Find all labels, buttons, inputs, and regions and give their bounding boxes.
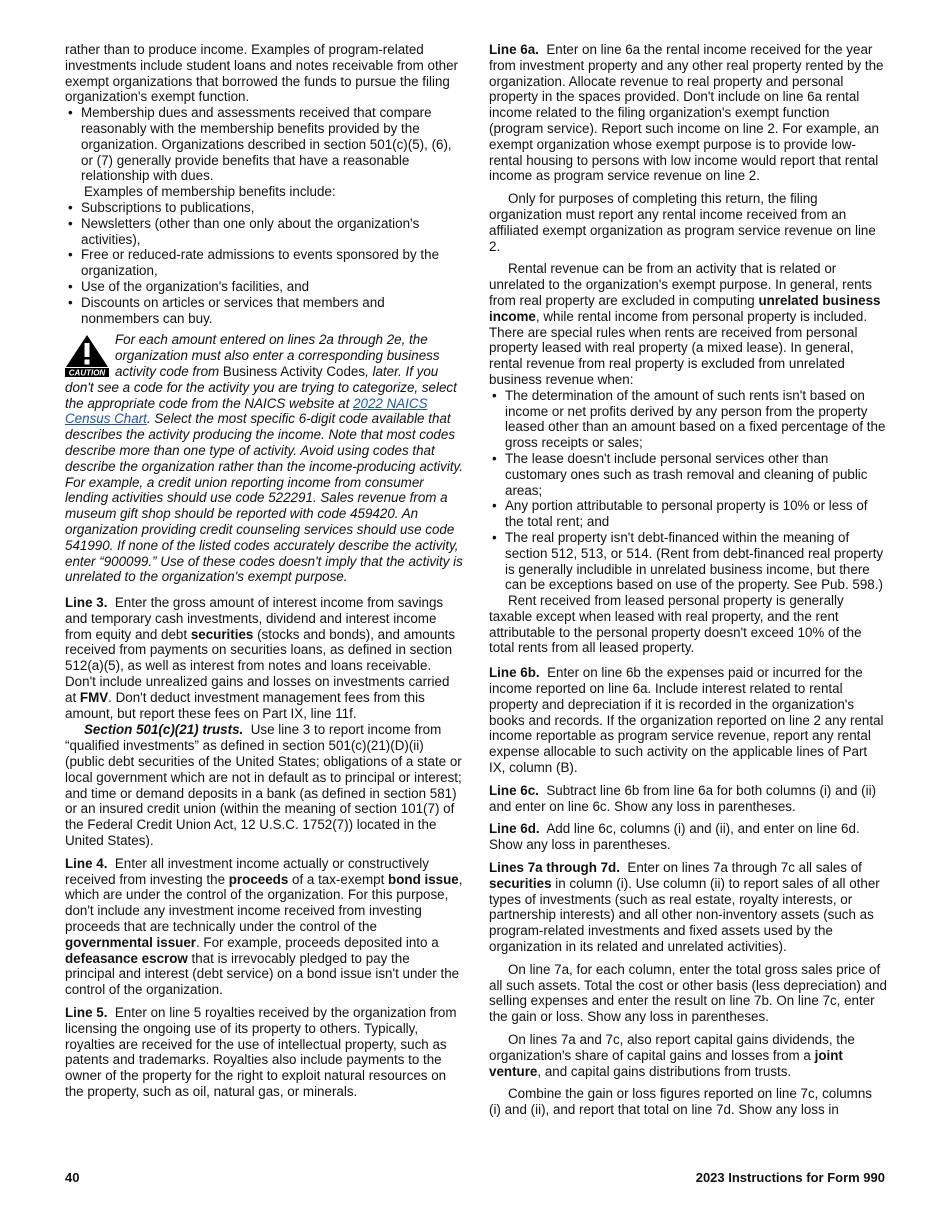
benefit-item: • Newsletters (other than one only about the organization's activities), [65, 216, 463, 248]
rental-revenue-bold: unrelated business income [489, 292, 881, 324]
line4-bold-2: bond issue [388, 871, 459, 887]
line3-text-1: Enter the gross amount of interest income from savings and temporary cash investments, dividend and interest income from equity and debt [65, 595, 444, 642]
line6b-text: Enter on line 6b the expenses paid or incurred for the income reported on line 6a. Include interest related to rental property and depreciation if it is recorded in the organization's books and records. If the organization reported on line 2 any rental income reportable as program service revenue, report any rental expense allocable to such activity on the applicable lines of Part IX, column (B). [489, 665, 884, 776]
line6a-paragraph [489, 42, 887, 184]
caution-text-4: . Select the most specific 6-digit code available that describes the activity producing the income. Note that most codes describe more than one type of activity. Avoid using codes that describe the organization rather than the income-producing activity. For example, a credit union reporting income from consumer lending activities should use code 522291. Sales revenue from a museum gift shop should be reported with code 459420. An organization providing credit counseling services should use code 541990. If none of the listed codes accurately describe the activity, enter “900099.” Use of these codes doesn't imply that the activity is unrelated to the organization's exempt purpose. [65, 411, 463, 585]
benefit-item: • Free or reduced-rate admissions to events sponsored by the organization, [65, 247, 463, 279]
caution-note [65, 332, 463, 585]
page-number: 40 [65, 1170, 80, 1185]
line5-heading: Line 5. [65, 1005, 108, 1021]
line6a-text: Enter on line 6a the rental income received for the year from investment property and any other real property rented by the organization. Allocate revenue to real property and personal property in the spaces provided. Don't include on line 6a rental income related to the filing organization's exempt function (program service). Report such income on line 2. For example, an exempt organization whose exempt purpose is to provide low-rental housing to persons with low income would report that rental income as program service revenue on line 2. [489, 42, 884, 184]
sec501-text: Use line 3 to report income from “qualified investments” as defined in section 501(c)(21)(D)(ii) (public debt securities of the United States; obligations of a state or local government which are not in default as to principal or interest; and time or demand deposits in a bank (as defined in section 581) or an insured credit union (within the meaning of section 101(7) of the Federal Credit Union Act, 12 U.S.C. 1752(7)) located in the United States). [65, 722, 462, 849]
on-lines-7a-7c-bold: joint venture [489, 1047, 843, 1079]
lines7-bold: securities [489, 875, 552, 891]
line4-bold-3: governmental issuer [65, 934, 196, 950]
naics-census-chart-link[interactable]: 2022 NAICS Census Chart [65, 395, 428, 427]
caution-text-2: Business Activity Codes [222, 363, 366, 379]
benefit-item: • Subscriptions to publications, [65, 200, 463, 216]
line6c-heading: Line 6c. [489, 782, 539, 798]
caution-text-1: For each amount entered on lines 2a through 2e, the organization must also enter a corresponding business activity code from [115, 332, 440, 379]
caution-icon-label: CAUTION [68, 368, 106, 378]
line6b-paragraph [489, 665, 887, 776]
rental-revenue-text-2: , while rental income from personal property is included. There are special rules when rents are received from personal property leased with real property (a mixed lease). In general, rental revenue from real property is excluded from unrelated business revenue when: [489, 308, 868, 387]
line4-text-1: Enter all investment income actually or constructively received from investing the [65, 855, 429, 887]
line4-bold-4: defeasance escrow [65, 950, 188, 966]
rental-bullet: • Any portion attributable to personal property is 10% or less of the total rent; and [489, 498, 887, 530]
caution-icon [65, 334, 109, 377]
line4-text-4: . For example, proceeds deposited into a [195, 934, 439, 950]
document-title: 2023 Instructions for Form 990 [695, 1170, 885, 1185]
line4-text-5: that is irrevocably pledged to pay the principal and interest (debt service) on a bond issue isn't under the control of the organization. [65, 950, 460, 998]
benefit-item: • Discounts on articles or services that members and nonmembers can buy. [65, 295, 463, 327]
rental-bullet: • The determination of the amount of such rents isn't based on income or net profits derived by any person from the property leased other than an amount based on a fixed percentage of the gross receipts or sales; [489, 388, 887, 451]
caution-text-3: , later. If you don't see a code for the activity you are trying to categorize, select the appropriate code from the NAICS website at [65, 363, 457, 411]
rental-bullet: • The real property isn't debt-financed within the meaning of section 512, 513, or 514. (Rent from debt-financed real property is generally includible in unrelated business income, but there can be exceptions based on use of the property. See Pub. 598.) [489, 530, 887, 593]
left-column [65, 42, 463, 1107]
line6d-text: Add line 6c, columns (i) and (ii), and enter on line 6d. Show any loss in parentheses. [489, 821, 860, 853]
benefits-intro: Examples of membership benefits include: [84, 184, 336, 200]
right-column [489, 42, 887, 1125]
line4-text-3: , which are under the control of the organization. For this purpose, don't include any investment income received from investing proceeds that are technically under the control of the [65, 871, 463, 935]
rental-bullet: • The lease doesn't include personal services other than customary ones such as trash removal and cleaning of public areas; [489, 451, 887, 498]
line3-heading: Line 3. [65, 595, 108, 611]
rental-revenue-paragraph [489, 261, 887, 387]
line5-text: Enter on line 5 royalties received by the organization from licensing the ongoing use of its property to others. Typically, royalties are received for the use of intellectual property, such as patents and trademarks. Royalties also include payments to the owner of the property for the right to exploit natural resources on the property, such as oil, natural gas, or minerals. [65, 1005, 457, 1099]
line6c-paragraph [489, 783, 887, 815]
line6b-heading: Line 6b. [489, 665, 540, 681]
line4-heading: Line 4. [65, 855, 108, 871]
line5-paragraph [65, 1005, 463, 1100]
membership-bullet: • Membership dues and assessments received that compare reasonably with the membership benefits provided by the organization. Organizations described in section 501(c)(5), (6), or (7) generally provide benefits that have a reasonable relationship with dues. [65, 105, 463, 184]
on-line-7a-paragraph: On line 7a, for each column, enter the total gross sales price of all such assets. Total the cost or other basis (less depreciation) and selling expenses and enter the result on line 7b. On line 7c, enter the gain or loss. Show any loss in parentheses. [489, 961, 887, 1025]
intro-paragraph: rather than to produce income. Examples of program-related investments include student loans and notes receivable from other exempt organizations that borrowed the funds to pursue the filing organization's exempt function. [65, 42, 459, 105]
line3-paragraph [65, 595, 463, 721]
on-lines-7a-7c-text-2: , and capital gains distributions from trusts. [537, 1063, 792, 1079]
line6d-heading: Line 6d. [489, 821, 540, 837]
benefit-item: • Use of the organization's facilities, and [65, 279, 463, 295]
combine-paragraph: Combine the gain or loss figures reported on line 7c, columns (i) and (ii), and report that total on line 7d. Show any loss in [489, 1086, 872, 1118]
lines7-paragraph [489, 860, 887, 955]
line4-paragraph [65, 856, 463, 998]
line3-bold-1: securities [190, 626, 254, 642]
line3-text-2: (stocks and bonds), and amounts received from payments on securities loans, as defined in section 512(a)(5), as well as interest from notes and loans receivable. Don't include unrealized gains and losses on investments carried at [65, 626, 456, 705]
line3-text-3: . Don't deduct investment management fees from this amount, but report these fees on Part IX, line 11f. [65, 689, 425, 721]
sec501-heading: Section 501(c)(21) trusts. [84, 722, 244, 738]
line4-text-2: of a tax-exempt [288, 871, 389, 887]
rental-revenue-text-1: Rental revenue can be from an activity that is related or unrelated to the organization's exempt purpose. In general, rents from real property are excluded in computing [489, 261, 872, 308]
line3-bold-2: FMV [79, 689, 109, 705]
lines7-text-2: in column (i). Use column (ii) to report sales of all other types of investments (such as real estate, royalty interests, or partnership interests) and all other non-inventory assets (such as program-related investments and fixed assets used by the organization in its related and unrelated activities). [489, 875, 880, 955]
line6a-heading: Line 6a. [489, 42, 539, 57]
line6d-paragraph [489, 821, 887, 853]
only-purposes-paragraph: Only for purposes of completing this return, the filing organization must report any rental income received from an affiliated exempt organization as program service revenue on line 2. [489, 191, 876, 254]
on-lines-7a-7c-text-1: On lines 7a and 7c, also report capital gains dividends, the organization's share of capital gains and losses from a [489, 1032, 855, 1063]
sec501-paragraph [65, 722, 463, 848]
lines7-text-1: Enter on lines 7a through 7c all sales of [627, 860, 862, 876]
line6c-text: Subtract line 6b from line 6a for both columns (i) and (ii) and enter on line 6c. Show any loss in parentheses. [489, 782, 877, 814]
lines7-heading: Lines 7a through 7d. [489, 860, 620, 876]
on-lines-7a-7c-paragraph [489, 1032, 887, 1079]
rent-received-paragraph: Rent received from leased personal property is generally taxable except when leased with real property, and the rent attributable to the personal property doesn't exceed 10% of the total rents from all leased property. [489, 593, 862, 656]
line4-bold-1: proceeds [228, 871, 289, 887]
